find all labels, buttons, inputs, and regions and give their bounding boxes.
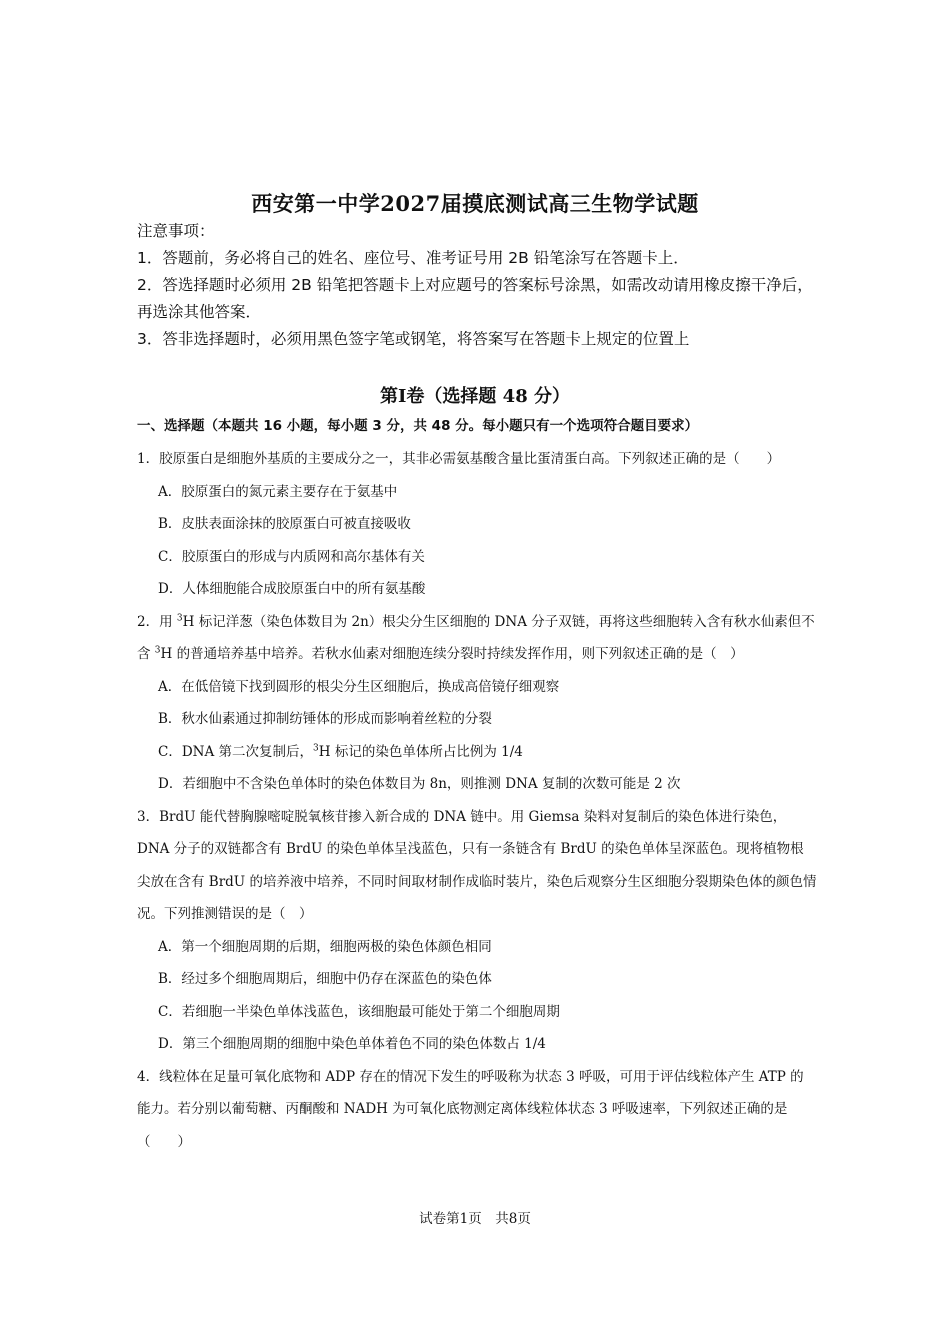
question-stem: 1．胶原蛋白是细胞外基质的主要成分之一，其非必需氨基酸含量比蛋清蛋白高。下列叙述正确的是（ ） bbox=[137, 451, 781, 467]
option-d: D．若细胞中不含染色单体时的染色体数目为 8n，则推测 DNA 复制的次数可能是 2 次 bbox=[158, 776, 681, 792]
option-a: A．胶原蛋白的氮元素主要存在于氨基中 bbox=[158, 483, 398, 500]
option-c: C．DNA 第二次复制后，$^3$H 标记的染色单体所占比例为 1/4 bbox=[158, 743, 523, 760]
option-b: B．皮肤表面涂抹的胶原蛋白可被直接吸收 bbox=[158, 516, 411, 532]
option-a: A．在低倍镜下找到圆形的根尖分生区细胞后，换成高倍镜仔细观察 bbox=[158, 678, 560, 695]
option-d: D．第三个细胞周期的细胞中染色单体着色不同的染色体数占 1/4 bbox=[158, 1036, 546, 1052]
exam-title: 西安第一中学2027届摸底测试高三生物学试题 bbox=[251, 191, 699, 216]
page-footer: 试卷第1页 共8页 bbox=[419, 1211, 531, 1227]
notice-heading: 注意事项： bbox=[137, 222, 215, 240]
section-title: 第Ⅰ卷（选择题 48 分） bbox=[379, 386, 570, 407]
question-stem: 4．线粒体在足量可氧化底物和 ADP 存在的情况下发生的呼吸称为状态 3 呼吸，可用于评估线粒体产生 ATP 的能力。若分别以葡萄糖、丙酮酸和 NADH 为可氧化底物测定离体线粒体状态 3 呼吸速率，下列叙述正确的是（ ） bbox=[137, 1068, 804, 1150]
part-heading: 一、选择题（本题共 16 小题，每小题 3 分，共 48 分。每小题只有一个选项符合题目要求） bbox=[137, 418, 699, 434]
question-3 bbox=[137, 801, 817, 1061]
option-b: B．秋水仙素通过抑制纺锤体的形成而影响着丝粒的分裂 bbox=[158, 711, 492, 727]
option-a: A．第一个细胞周期的后期，细胞两极的染色体颜色相同 bbox=[158, 938, 492, 955]
question-stem: 2．用 $^3$H 标记洋葱（染色体数目为 2n）根尖分生区细胞的 DNA 分子双链，再将这些细胞转入含有秋水仙素但不含 $^3$H 的普通培养基中培养。若秋水仙素对细胞连续分裂时持续发挥作用，则下列叙述正确的是（ ） bbox=[137, 613, 815, 662]
option-d: D．人体细胞能合成胶原蛋白中的所有氨基酸 bbox=[158, 581, 426, 597]
question-2 bbox=[137, 606, 817, 801]
option-c: C．胶原蛋白的形成与内质网和高尔基体有关 bbox=[158, 548, 425, 565]
question-4 bbox=[137, 1061, 817, 1159]
question-stem: 3．BrdU 能代替胸腺嘧啶脱氧核苷掺入新合成的 DNA 链中。用 Giemsa 染料对复制后的染色体进行染色，DNA 分子的双链都含有 BrdU 的染色单体呈浅蓝色，只有一条链含有 BrdU 的染色单体呈深蓝色。现将植物根尖放在含有 BrdU 的培养液中培养，不同时间取材制作成临时装片，染色后观察分生区细胞分裂期染色体的颜色情况。下列推测错误的是（ ） bbox=[137, 808, 817, 922]
notice-item-2: 2．答选择题时必须用 2B 铅笔把答题卡上对应题号的答案标号涂黑，如需改动请用橡皮擦干净后，再选涂其他答案． bbox=[137, 276, 813, 321]
question-1 bbox=[137, 443, 817, 606]
notice-item-3: 3．答非选择题时，必须用黑色签字笔或钢笔，将答案写在答题卡上规定的位置上 bbox=[137, 330, 690, 348]
option-c: C．若细胞一半染色单体浅蓝色，该细胞最可能处于第二个细胞周期 bbox=[158, 1003, 560, 1020]
question-list bbox=[137, 443, 817, 1158]
option-b: B．经过多个细胞周期后，细胞中仍存在深蓝色的染色体 bbox=[158, 971, 492, 987]
notice-block bbox=[137, 218, 827, 353]
notice-item-1: 1．答题前，务必将自己的姓名、座位号、准考证号用 2B 铅笔涂写在答题卡上． bbox=[137, 249, 689, 267]
